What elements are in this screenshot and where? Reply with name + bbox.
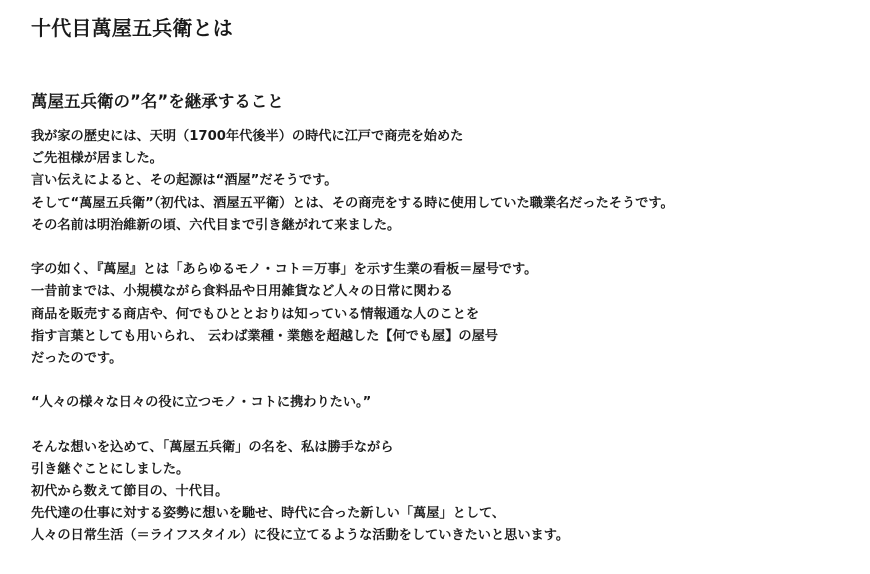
page-title: 十代目萬屋五兵衛とは <box>31 16 233 40</box>
text-line: 一昔前までは、小規模ながら食料品や日用雑貨など人々の日常に関わる <box>31 284 453 300</box>
paragraph-spacer <box>31 237 870 259</box>
paragraph <box>31 259 870 370</box>
text-line: 指す言葉としても用いられ、 云わば業種・業態を超越した【何でも屋】の屋号 <box>31 328 498 344</box>
paragraph-quote <box>31 392 870 414</box>
paragraph <box>31 126 870 237</box>
text-line: 引き継ぐことにしました。 <box>31 461 190 477</box>
paragraph <box>31 437 870 548</box>
text-line: 先代達の仕事に対する姿勢に想いを馳せ、時代に合った新しい「萬屋」として、 <box>31 506 506 522</box>
text-line: 初代から数えて節目の、十代目。 <box>31 484 229 499</box>
section-title: 萬屋五兵衛の”名”を継承すること <box>31 92 284 111</box>
text-line: 我が家の歴史には、天明（1700年代後半）の時代に江戸で商売を始めた <box>31 129 464 144</box>
paragraph-spacer <box>31 370 870 392</box>
text-line: そして“萬屋五兵衛”（初代は、酒屋五平衛）とは、その商売をする時に使用していた職業名だったそうです。 <box>31 195 674 211</box>
text-line: 人々の日常生活（＝ライフスタイル）に役に立てるような活動をしていきたいと思います。 <box>31 528 570 544</box>
text-line: ご先祖様が居ました。 <box>31 151 163 167</box>
quote-line: “人々の様々な日々の役に立つモノ・コトに携わりたい。” <box>31 395 372 411</box>
text-line: 言い伝えによると、その起源は“酒屋”だそうです。 <box>31 173 338 189</box>
text-line: 字の如く、『萬屋』とは「あらゆるモノ・コト＝万事」を示す生業の看板＝屋号です。 <box>31 262 538 278</box>
text-line: 商品を販売する商店や、何でもひととおりは知っている情報通な人のことを <box>31 306 480 322</box>
article-body <box>31 126 870 548</box>
text-line: そんな想いを込めて、「萬屋五兵衛」の名を、私は勝手ながら <box>31 439 394 455</box>
paragraph-spacer <box>31 414 870 436</box>
text-line: だったのです。 <box>31 350 123 366</box>
text-line: その名前は明治維新の頃、六代目まで引き継がれて来ました。 <box>31 217 401 233</box>
